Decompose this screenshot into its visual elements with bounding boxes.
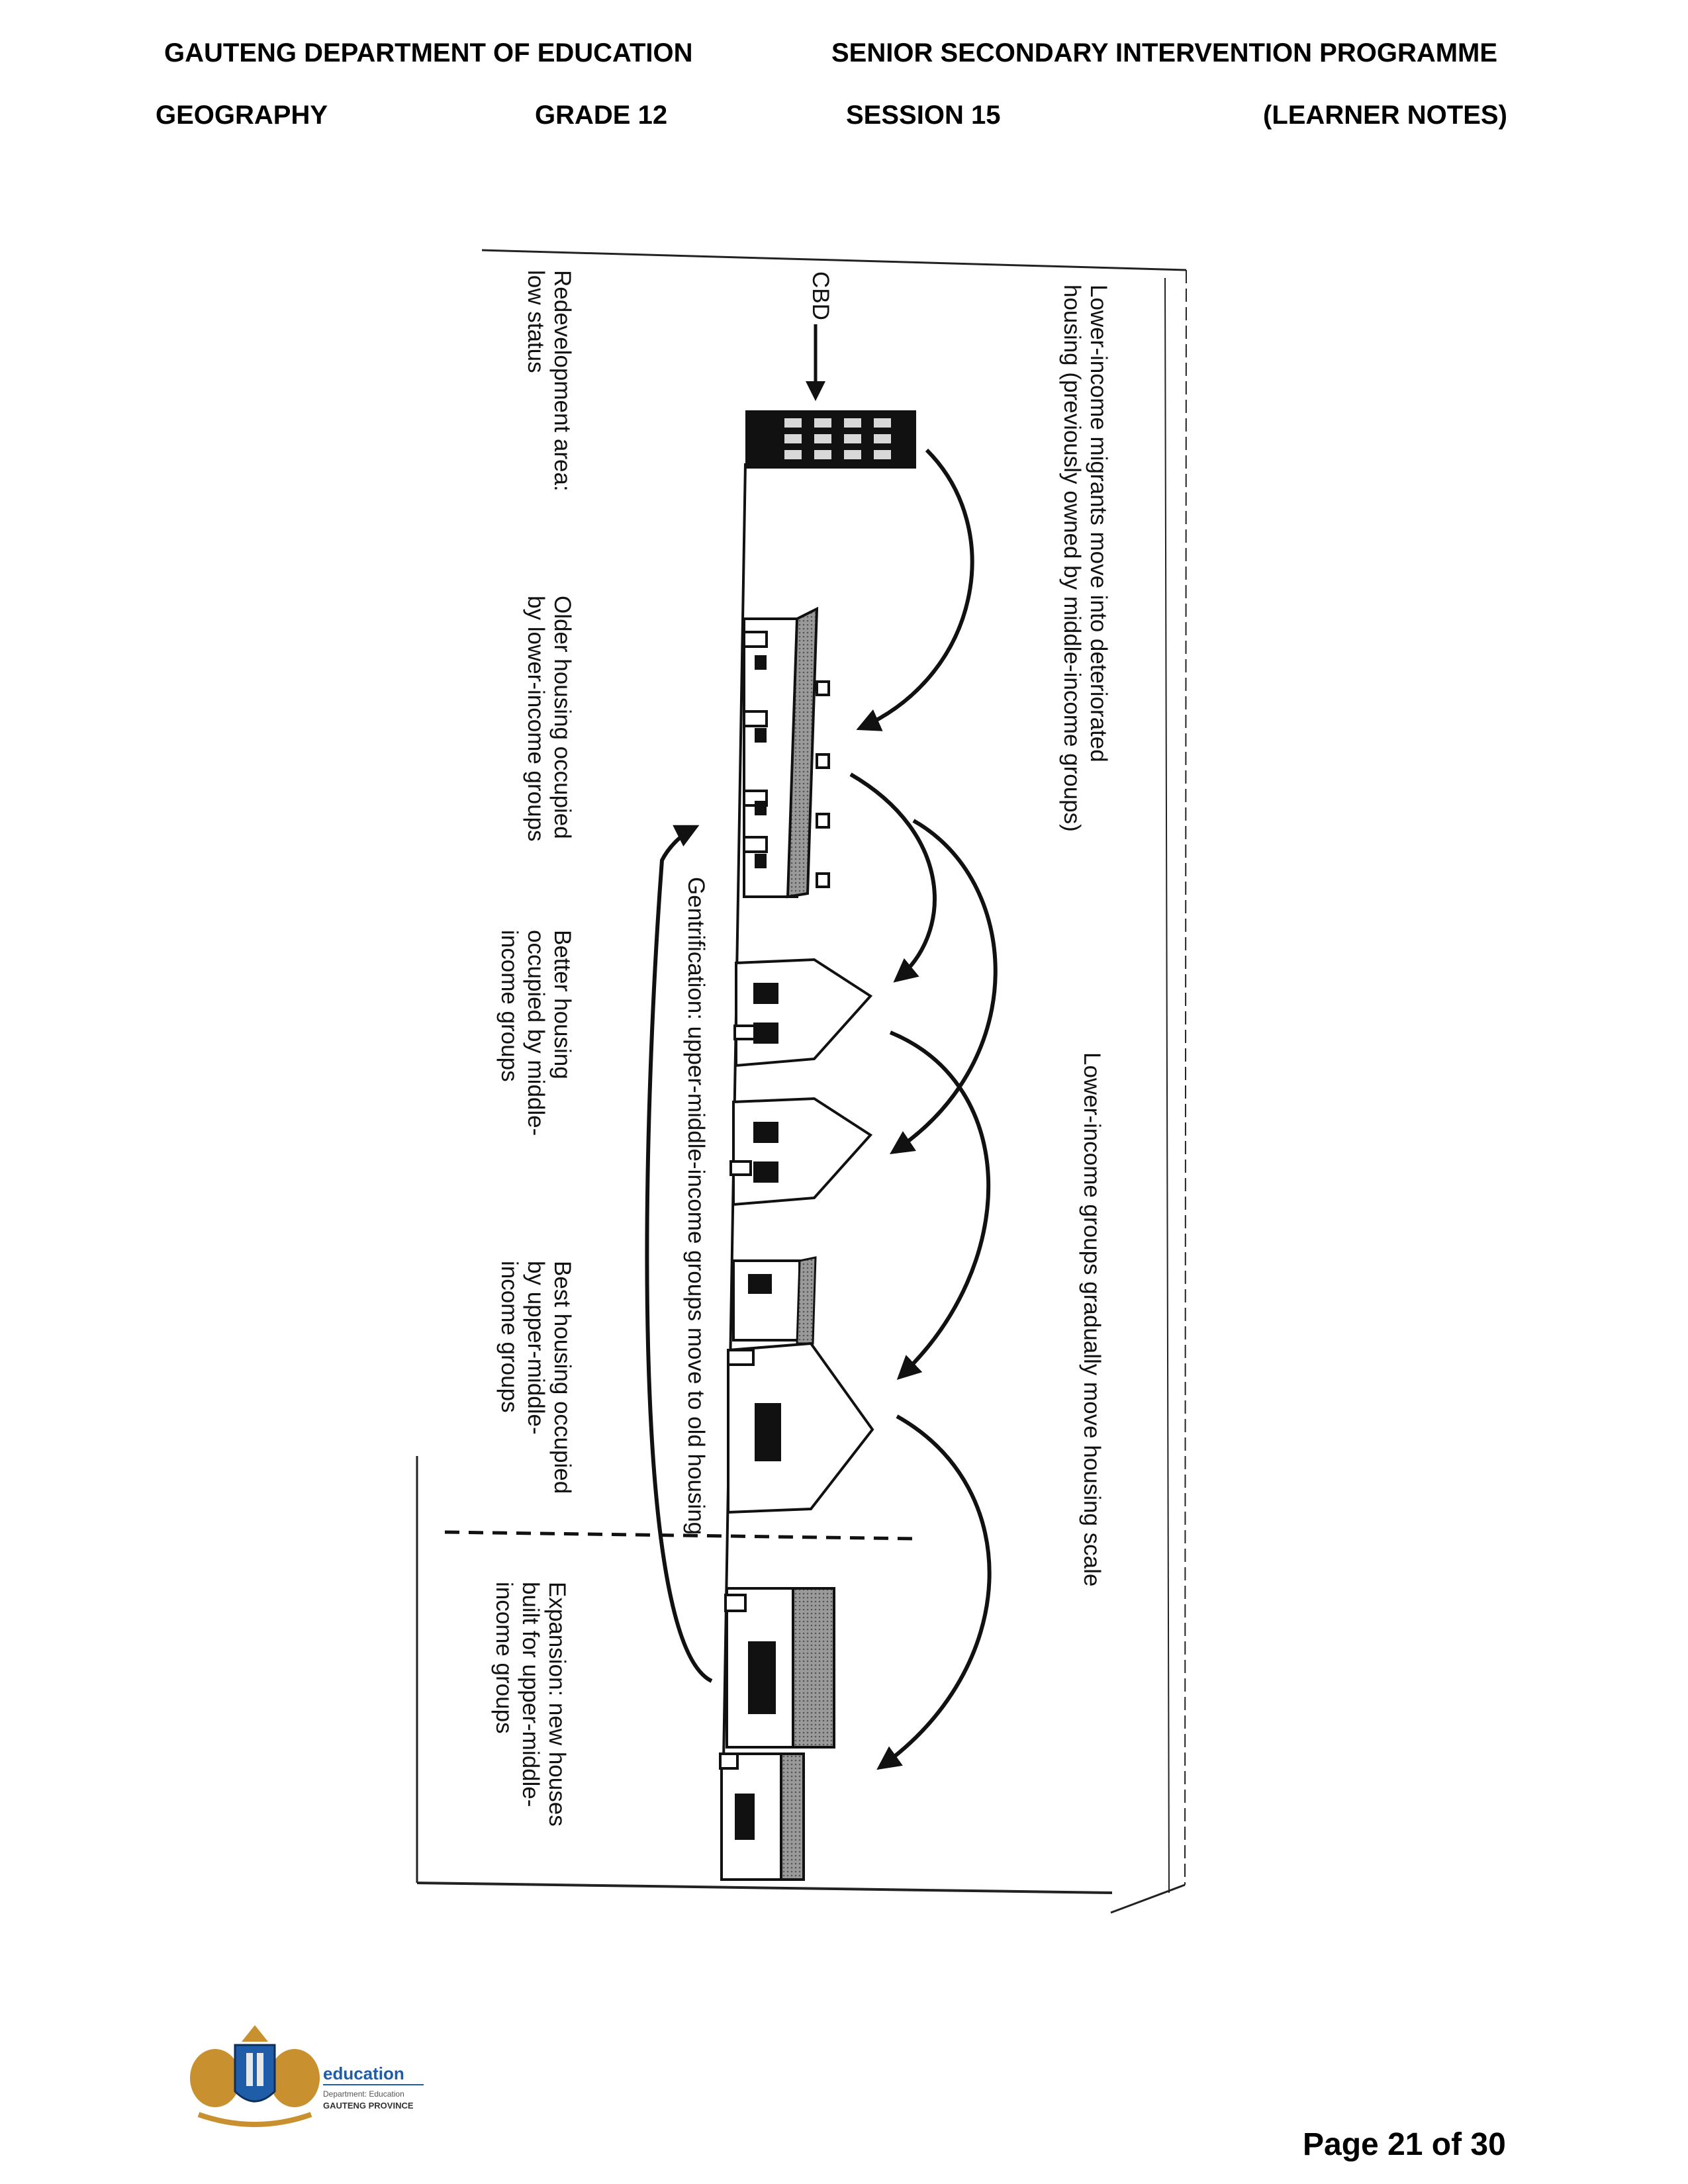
zone-divider — [445, 1532, 917, 1539]
zone1-line2: low status — [523, 270, 549, 373]
cbd-building — [745, 410, 916, 469]
logo-sub2: GAUTENG PROVINCE — [323, 2101, 414, 2111]
zone1-line1: Redevelopment area: — [549, 270, 575, 492]
zone5-line1: Expansion: new houses — [544, 1582, 570, 1827]
header-grade: GRADE 12 — [535, 101, 668, 130]
cbd-label-group — [808, 271, 833, 397]
page-number: Page 21 of 30 — [1303, 2127, 1506, 2162]
logo-sub1: Department: Education — [323, 2089, 404, 2099]
better-housing-house-1 — [735, 960, 870, 1066]
top-label-line2: housing (previously owned by middle-income groups) — [1059, 285, 1085, 832]
zone4-line3: income groups — [496, 1261, 522, 1413]
best-housing-house — [728, 1257, 872, 1512]
older-terraced-housing — [744, 609, 829, 897]
zone3-line3: income groups — [496, 930, 522, 1082]
zone2-line2: by lower-income groups — [523, 596, 549, 842]
gentrification-label: Gentrification: upper-middle-income groups move to old housing — [683, 877, 709, 1535]
zone3-line2: occupied by middle- — [523, 930, 549, 1136]
zone5-line3: income groups — [491, 1582, 517, 1734]
header-session: SESSION 15 — [846, 101, 1001, 130]
logo-word: education — [323, 2064, 404, 2083]
better-housing-house-2 — [731, 1099, 870, 1205]
zone2-line1: Older housing occupied — [549, 596, 575, 839]
migration-arrows — [851, 450, 996, 1767]
header-notes: (LEARNER NOTES) — [1263, 101, 1507, 130]
top-label-line1: Lower-income migrants move into deteriorated — [1086, 285, 1111, 762]
cbd-label: CBD — [808, 271, 833, 320]
header-subject: GEOGRAPHY — [156, 101, 328, 130]
gauteng-education-logo — [190, 2025, 424, 2124]
zone4-line1: Best housing occupied — [549, 1261, 575, 1494]
header-department: GAUTENG DEPARTMENT OF EDUCATION — [164, 38, 693, 68]
right-label: Lower-income groups gradually move housing scale — [1079, 1052, 1105, 1587]
coat-of-arms-icon — [190, 2025, 320, 2124]
header-programme: SENIOR SECONDARY INTERVENTION PROGRAMME — [831, 38, 1498, 68]
zone4-line2: by upper-middle- — [523, 1261, 549, 1435]
zone3-line1: Better housing — [549, 930, 575, 1079]
zone5-line2: built for upper-middle- — [518, 1582, 543, 1807]
expansion-new-houses — [720, 1588, 834, 1880]
